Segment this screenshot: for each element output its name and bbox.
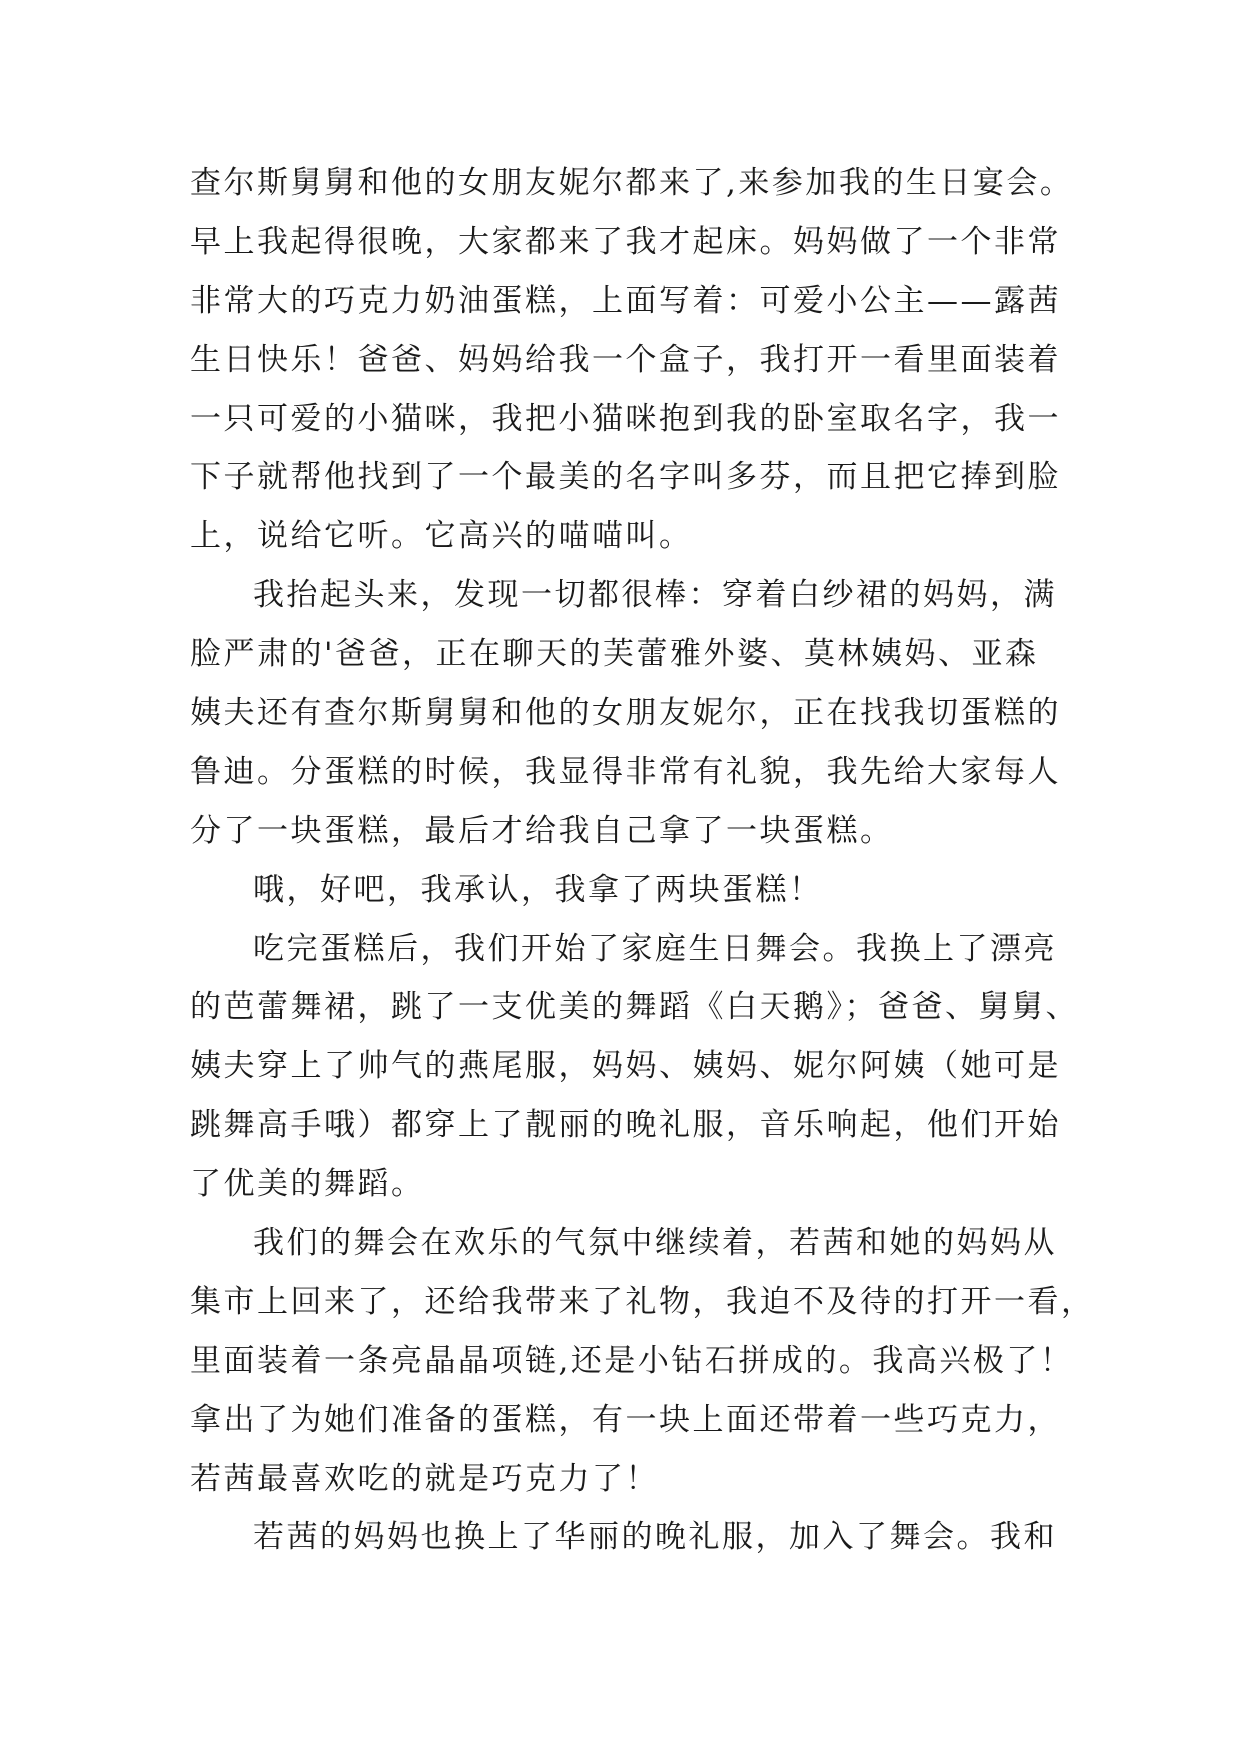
text-line: 生日快乐！爸爸、妈妈给我一个盒子，我打开一看里面装着 xyxy=(190,341,1061,378)
text-line: 上，说给它听。它高兴的喵喵叫。 xyxy=(190,518,693,555)
text-line: 拿出了为她们准备的蛋糕，有一块上面还带着一些巧克力， xyxy=(190,1401,1061,1438)
text-line: 下子就帮他找到了一个最美的名字叫多芬，而且把它捧到脸 xyxy=(190,459,1061,496)
text-line: 若茜最喜欢吃的就是巧克力了！ xyxy=(190,1460,659,1497)
text-line: 查尔斯舅舅和他的女朋友妮尔都来了,来参加我的生日宴会。 xyxy=(190,165,1074,201)
text-line: 一只可爱的小猫咪，我把小猫咪抱到我的卧室取名字，我一 xyxy=(190,400,1061,437)
text-line: 早上我起得很晚，大家都来了我才起床。妈妈做了一个非常 xyxy=(190,223,1061,260)
paragraph-first-line: 我们的舞会在欢乐的气氛中继续着，若茜和她的妈妈从 xyxy=(253,1225,1057,1262)
text-line: 鲁迪。分蛋糕的时候，我显得非常有礼貌，我先给大家每人 xyxy=(190,753,1061,790)
text-line: 脸严肃的'爸爸，正在聊天的芙蕾雅外婆、莫林姨妈、亚森 xyxy=(190,636,1039,673)
text-line: 分了一块蛋糕，最后才给我自己拿了一块蛋糕。 xyxy=(190,812,894,849)
text-line: 的芭蕾舞裙，跳了一支优美的舞蹈《白天鹅》；爸爸、舅舅、 xyxy=(190,989,1079,1026)
paragraph-first-line: 若茜的妈妈也换上了华丽的晚礼服，加入了舞会。我和 xyxy=(253,1519,1057,1556)
text-line: 集市上回来了，还给我带来了礼物，我迫不及待的打开一看， xyxy=(190,1283,1095,1320)
text-line: 跳舞高手哦）都穿上了靓丽的晚礼服，音乐响起，他们开始 xyxy=(190,1107,1061,1144)
text-line: 非常大的巧克力奶油蛋糕，上面写着：可爱小公主——露茜 xyxy=(190,282,1061,319)
text-line: 里面装着一条亮晶晶项链,还是小钻石拼成的。我高兴极了！ xyxy=(190,1342,1074,1379)
document-body xyxy=(190,154,1095,1567)
paragraph-first-line: 我抬起头来，发现一切都很棒：穿着白纱裙的妈妈，满 xyxy=(253,577,1057,614)
text-line: 了优美的舞蹈。 xyxy=(190,1166,425,1203)
paragraph-first-line: 哦，好吧，我承认，我拿了两块蛋糕！ xyxy=(253,871,823,908)
text-line: 姨夫还有查尔斯舅舅和他的女朋友妮尔，正在找我切蛋糕的 xyxy=(190,695,1061,732)
text-line: 姨夫穿上了帅气的燕尾服，妈妈、姨妈、妮尔阿姨（她可是 xyxy=(190,1048,1061,1085)
paragraph-first-line: 吃完蛋糕后，我们开始了家庭生日舞会。我换上了漂亮 xyxy=(253,930,1057,967)
